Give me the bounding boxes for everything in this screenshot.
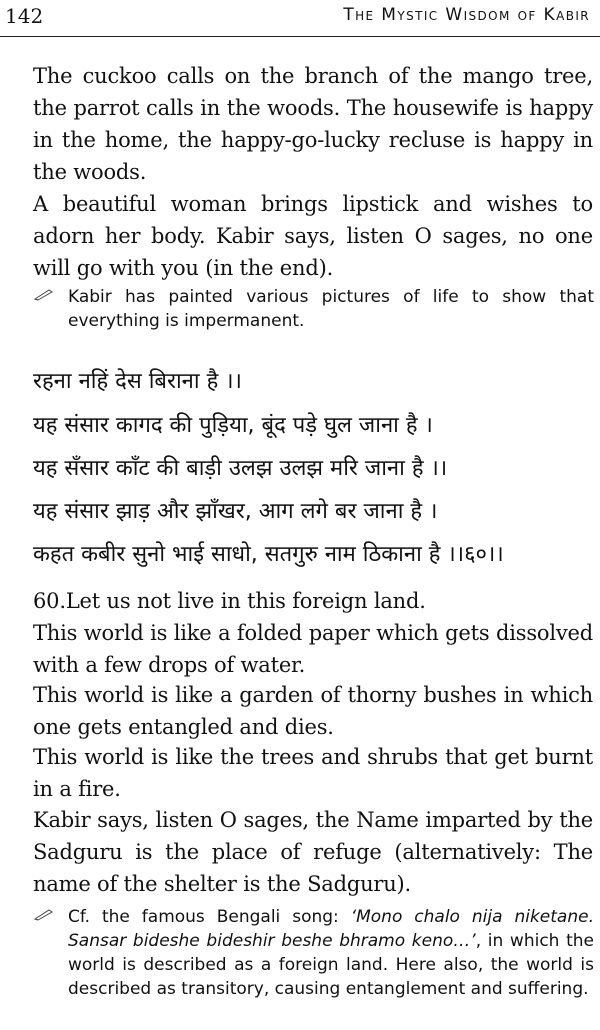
hindi-line-3: यह सँसार काँट की बाड़ी उलझ उलझ मरि जाना है ।। [33,456,448,481]
hindi-line-4: यह संसार झाड़ और झाँखर, आग लगे बर जाना है । [33,499,438,524]
note-text: Kabir has painted various pictures of life to show that everything is impermanent. [68,287,594,331]
verse-60-folded-paper: This world is like a folded paper which gets dissolved with a few drops of water. [33,621,593,677]
page-header [0,0,600,37]
note-prefix: Cf. the famous Bengali song: [68,907,351,927]
note-bengali-song [34,905,594,1001]
verse-60-thorny-bushes: This world is like a garden of thorny bushes in which one gets entangled and dies. [33,683,593,739]
verse-number: 60. [33,589,66,613]
page-number: 142 [5,4,44,28]
verse-60-trees-shrubs: This world is like the trees and shrubs that get burnt in a fire. [33,745,593,801]
song-quote: ‘Mono chalo nija niketane. Sansar bideshe bideshir beshe bhramo keno…’ [68,907,594,951]
paragraph-cuckoo: The cuckoo calls on the branch of the mango tree, the parrot calls in the woods. The housewife is happy in the home, the happy-go-lucky recluse is happy in the woods. [33,64,593,184]
note-impermanence [34,285,594,333]
hindi-line-2: यह संसार कागद की पुड़िया, बूंद पड़े घुल जाना है । [33,413,433,438]
hindi-line-5: कहत कबीर सुनो भाई साधो, सतगुरु नाम ठिकाना है ।।६०।। [33,542,504,567]
pen-icon [34,907,54,921]
running-head: The Mystic Wisdom of Kabir [343,5,590,25]
note-suffix: , in which the world is described as a foreign land. Here also, the world is described as transitory, causing entanglement and suffering. [68,931,594,999]
verse-60-first-line [33,585,593,617]
verse-60-line: Let us not live in this foreign land. [65,589,426,613]
verse-60-sadguru: Kabir says, listen O sages, the Name imparted by the Sadguru is the place of refuge (alternatively: The name of the shelter is the Sadguru). [33,808,593,896]
hindi-line-1: रहना नहिं देस बिराना है ।। [33,369,242,394]
paragraph-beautiful-woman: A beautiful woman brings lipstick and wishes to adorn her body. Kabir says, listen O sages, no one will go with you (in the end). [33,192,593,280]
note-bengali-text [68,905,594,1001]
pen-icon [34,287,54,301]
